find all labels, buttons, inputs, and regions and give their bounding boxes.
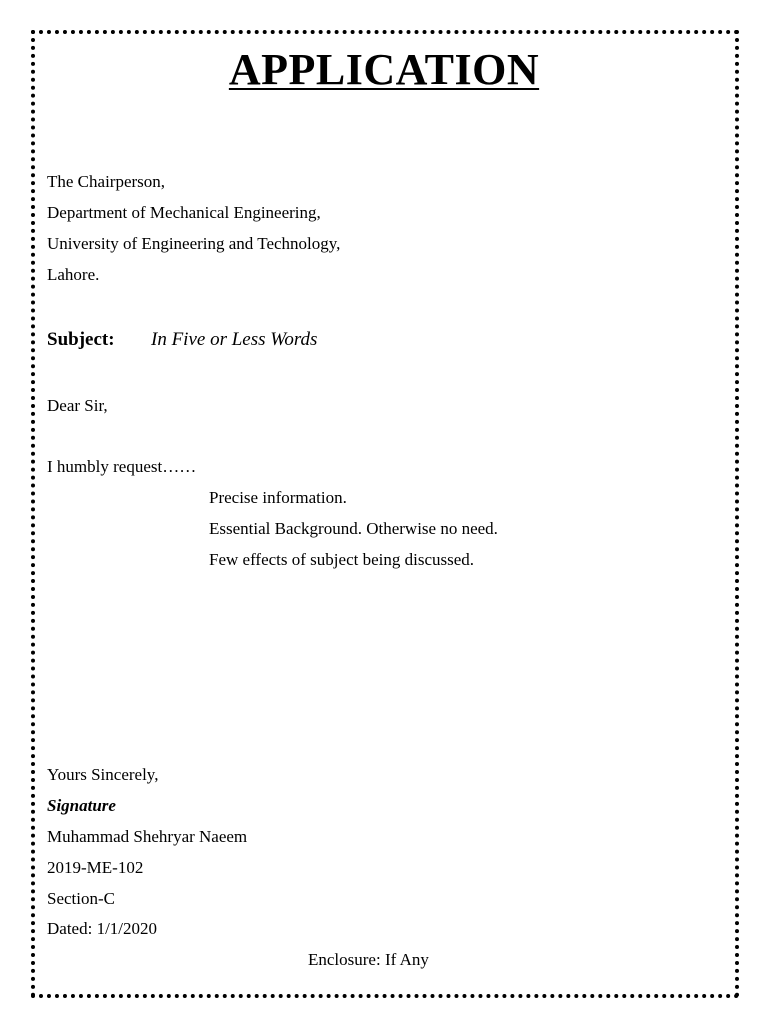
enclosure: Enclosure: If Any <box>308 950 429 969</box>
body-opening: I humbly request…… <box>47 457 197 476</box>
salutation: Dear Sir, <box>47 396 108 415</box>
recipient-line-2: Department of Mechanical Engineering, <box>47 203 321 222</box>
date-line: Dated: 1/1/2020 <box>47 919 158 938</box>
body-point-3: Few effects of subject being discussed. <box>209 550 475 569</box>
valediction: Yours Sincerely, <box>47 765 159 784</box>
recipient-line-3: University of Engineering and Technology, <box>47 234 341 253</box>
recipient-line-4: Lahore. <box>47 265 100 284</box>
sender-name: Muhammad Shehryar Naeem <box>47 827 248 846</box>
roll-number: 2019-ME-102 <box>47 858 144 877</box>
recipient-line-1: The Chairperson, <box>47 172 166 191</box>
subject-label: Subject: <box>47 329 115 350</box>
title-text: APPLICATION <box>228 45 540 94</box>
document-title <box>0 42 768 98</box>
body-point-1: Precise information. <box>209 488 347 507</box>
signature: Signature <box>47 796 116 815</box>
body-point-2: Essential Background. Otherwise no need. <box>209 519 498 538</box>
section: Section-C <box>47 889 115 908</box>
subject-text: In Five or Less Words <box>151 329 318 350</box>
